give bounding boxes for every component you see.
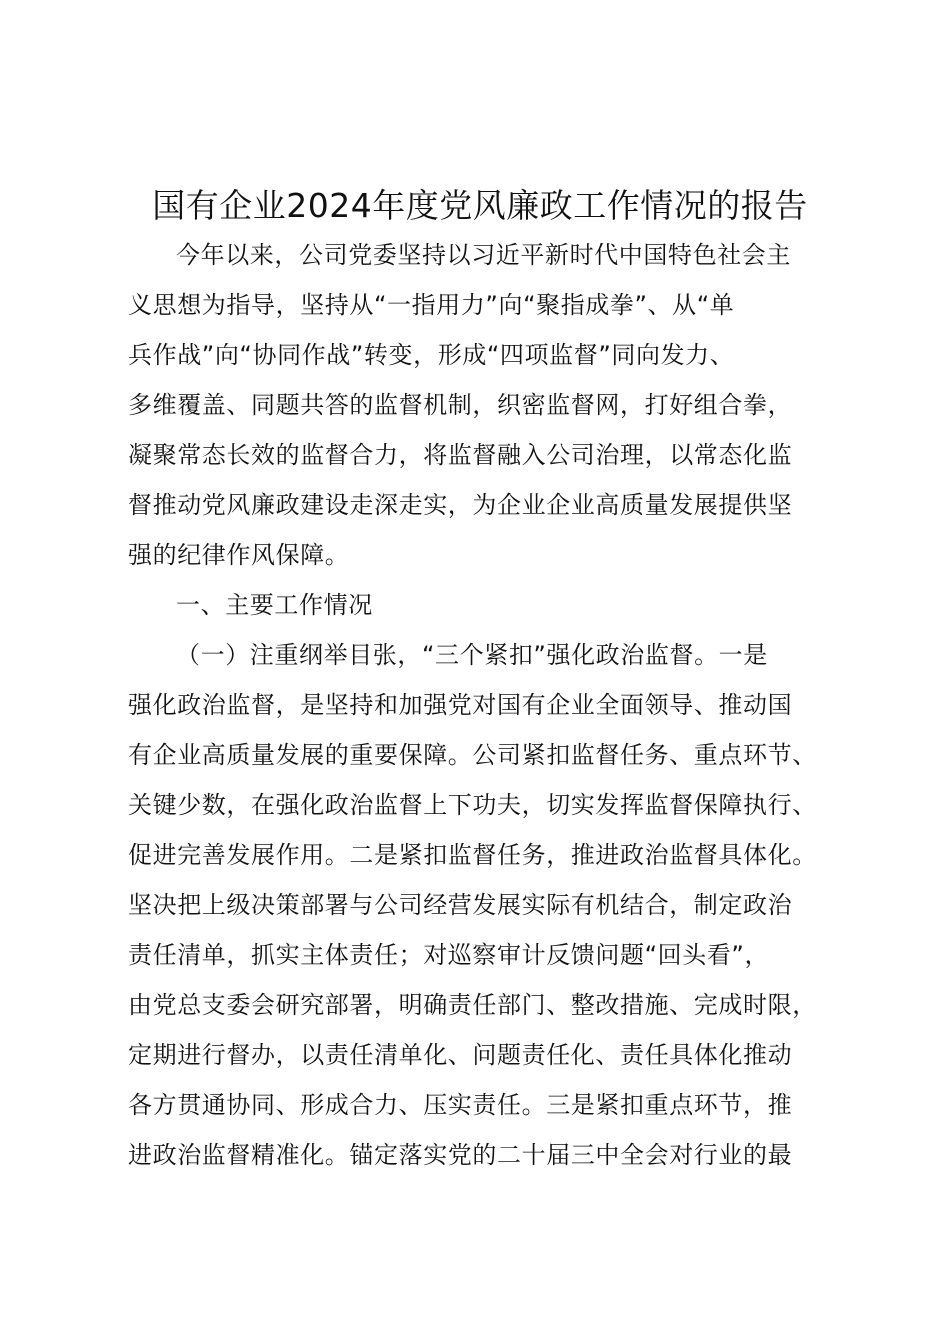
paragraph-line: 强化政治监督，是坚持和加强党对国有企业全面领导、推动国 [128, 691, 793, 719]
paragraph-line: 有企业高质量发展的重要保障。公司紧扣监督任务、重点环节、 [128, 741, 817, 769]
paragraph-line: （一）注重纲举目张，“三个紧扣”强化政治监督。一是 [176, 641, 768, 669]
paragraph-line: 强的纪律作风保障。 [128, 541, 350, 569]
paragraph-line: 关键少数，在强化政治监督上下功夫，切实发挥监督保障执行、 [128, 791, 817, 819]
paragraph-line: 坚决把上级决策部署与公司经营发展实际有机结合，制定政治 [128, 891, 793, 919]
paragraph-line: 凝聚常态长效的监督合力，将监督融入公司治理，以常态化监 [128, 441, 793, 469]
section-heading: 一、主要工作情况 [176, 591, 373, 619]
paragraph-line: 兵作战”向“协同作战”转变，形成“四项监督”同向发力、 [128, 341, 735, 369]
document-title: 国有企业2024年度党风廉政工作情况的报告 [152, 186, 808, 225]
paragraph-line: 督推动党风廉政建设走深走实，为企业企业高质量发展提供坚 [128, 491, 793, 519]
paragraph-line: 进政治监督精准化。锚定落实党的二十届三中全会对行业的最 [128, 1141, 793, 1169]
paragraph-line: 各方贯通协同、形成合力、压实责任。三是紧扣重点环节，推 [128, 1091, 793, 1119]
paragraph-line: 由党总支委会研究部署，明确责任部门、整改措施、完成时限， [128, 991, 817, 1019]
paragraph-line: 定期进行督办，以责任清单化、问题责任化、责任具体化推动 [128, 1041, 793, 1069]
paragraph-line: 责任清单，抓实主体责任；对巡察审计反馈问题“回头看”， [128, 941, 770, 969]
paragraph-line: 多维覆盖、同题共答的监督机制，织密监督网，打好组合拳， [128, 391, 793, 419]
paragraph-line: 义思想为指导，坚持从“一指用力”向“聚指成拳”、从“单 [128, 291, 735, 319]
paragraph-line: 促进完善发展作用。二是紧扣监督任务，推进政治监督具体化。 [128, 841, 817, 869]
paragraph-line: 今年以来，公司党委坚持以习近平新时代中国特色社会主 [176, 241, 791, 269]
